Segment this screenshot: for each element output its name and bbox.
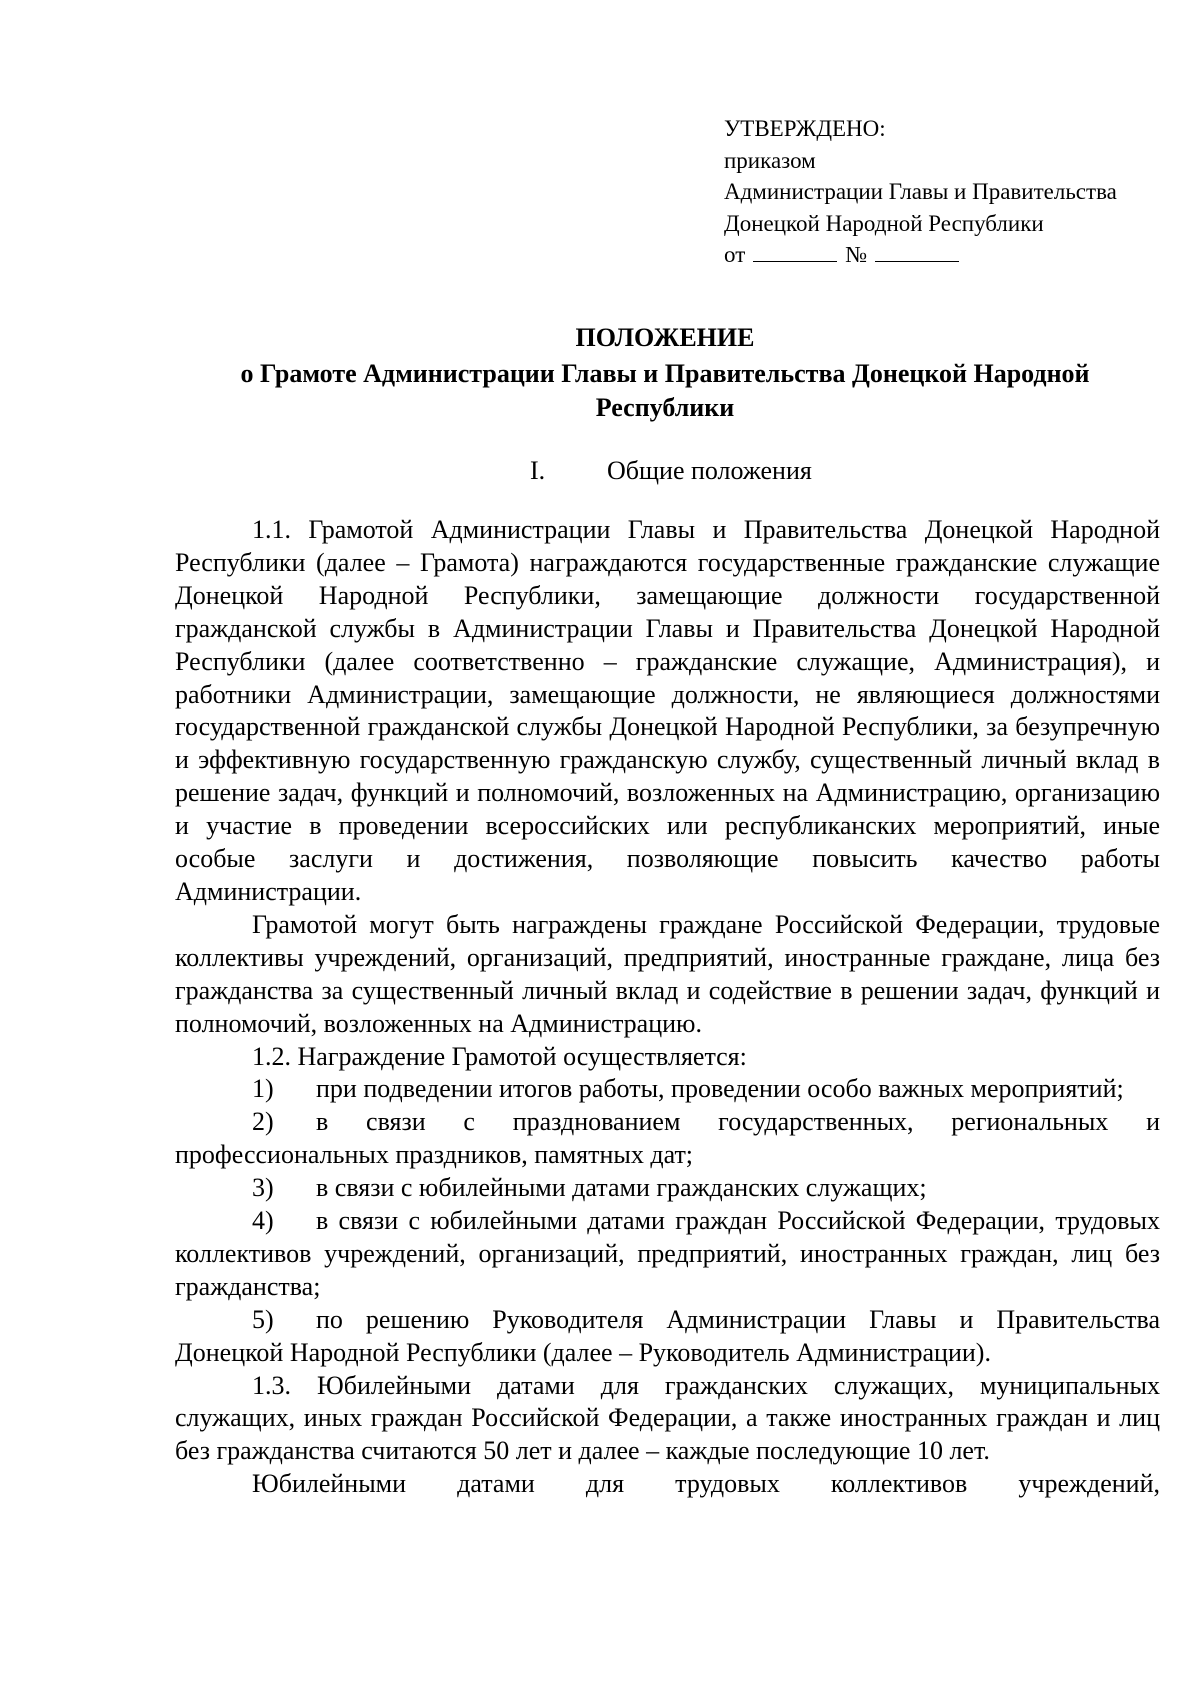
paragraph-1-1: 1.1. Грамотой Администрации Главы и Правительства Донецкой Народной Республики (далее – Грамота) награждаются государственные гражданские служащие Донецкой Народной Республики, замещающие должности государственной гражданской службы в Администрации Главы и Правительства Донецкой Народной Республики (далее соответственно – гражданские служащие, Администрация), и работники Администрации, замещающие должности, не являющиеся должностями государственной гражданской службы Донецкой Народной Республики, за безупречную и эффективную государственную гражданскую службу, существенный личный вклад в решение задач, функций и полномочий, возложенных на Администрацию, организацию и участие в проведении всероссийских или республиканских мероприятий, иные особые заслуги и достижения, позволяющие повысить качество работы Администрации. — [175, 515, 1160, 906]
paragraph-collectives: Юбилейными датами для трудовых коллективов учреждений, — [252, 1469, 1160, 1499]
list-item-text: по решению Руководителя Администрации Главы и Правительства Донецкой Народной Республики (далее – Руководитель Администрации). — [175, 1304, 1160, 1367]
approval-order: приказом — [724, 147, 816, 173]
list-item-text: в связи с юбилейными датами гражданских служащих; — [316, 1173, 927, 1203]
title-heading: ПОЛОЖЕНИЕ — [575, 323, 755, 352]
list-item — [175, 1304, 1160, 1370]
section-number: I. — [530, 456, 546, 485]
list-item-text: в связи с празднованием государственных, региональных и профессиональных праздников, памятных дат; — [175, 1107, 1160, 1170]
list-item — [175, 1073, 1160, 1106]
list-item-number: 1) — [252, 1074, 274, 1104]
paragraph-awardees: Грамотой могут быть награждены граждане Российской Федерации, трудовые коллективы учреждений, организаций, предприятий, иностранные граждане, лица без гражданства за существенный личный вклад и содействие в решении задач, функций и полномочий, возложенных на Администрацию. — [175, 909, 1160, 1038]
list-item-text: при подведении итогов работы, проведении особо важных мероприятий; — [316, 1074, 1124, 1104]
document-body — [175, 514, 1160, 1501]
paragraph-1-3: 1.3. Юбилейными датами для гражданских служащих, муниципальных служащих, иных граждан Российской Федерации, а также иностранных граждан и лиц без гражданства считаются 50 лет и далее – каждые последующие 10 лет. — [175, 1370, 1160, 1466]
approval-block — [724, 113, 1164, 271]
paragraph-1-2: 1.2. Награждение Грамотой осуществляется: — [252, 1041, 747, 1071]
list-item-number: 2) — [252, 1107, 274, 1137]
approval-number-sign: № — [845, 242, 868, 267]
list-item — [175, 1172, 1160, 1205]
section-name: Общие положения — [607, 456, 812, 485]
approval-date-line — [724, 239, 1164, 271]
number-blank — [875, 241, 959, 262]
list-item-number: 3) — [252, 1173, 274, 1203]
approval-label: УТВЕРЖДЕНО: — [724, 116, 886, 141]
document-title — [170, 321, 1160, 425]
list-item-number: 5) — [252, 1304, 274, 1334]
title-subtitle: о Грамоте Администрации Главы и Правительства Донецкой Народной Республики — [240, 359, 1090, 422]
approval-date-prefix: от — [724, 242, 746, 267]
date-blank — [753, 241, 837, 262]
list-item — [175, 1205, 1160, 1304]
approval-authority: Администрации Главы и Правительства — [724, 179, 1117, 204]
list-item-number: 4) — [252, 1206, 274, 1236]
list-item — [175, 1106, 1160, 1172]
approval-republic: Донецкой Народной Республики — [724, 210, 1044, 236]
list-item-text: в связи с юбилейными датами граждан Российской Федерации, трудовых коллективов учреждений, организаций, предприятий, иностранных граждан, лиц без гражданства; — [175, 1206, 1160, 1301]
